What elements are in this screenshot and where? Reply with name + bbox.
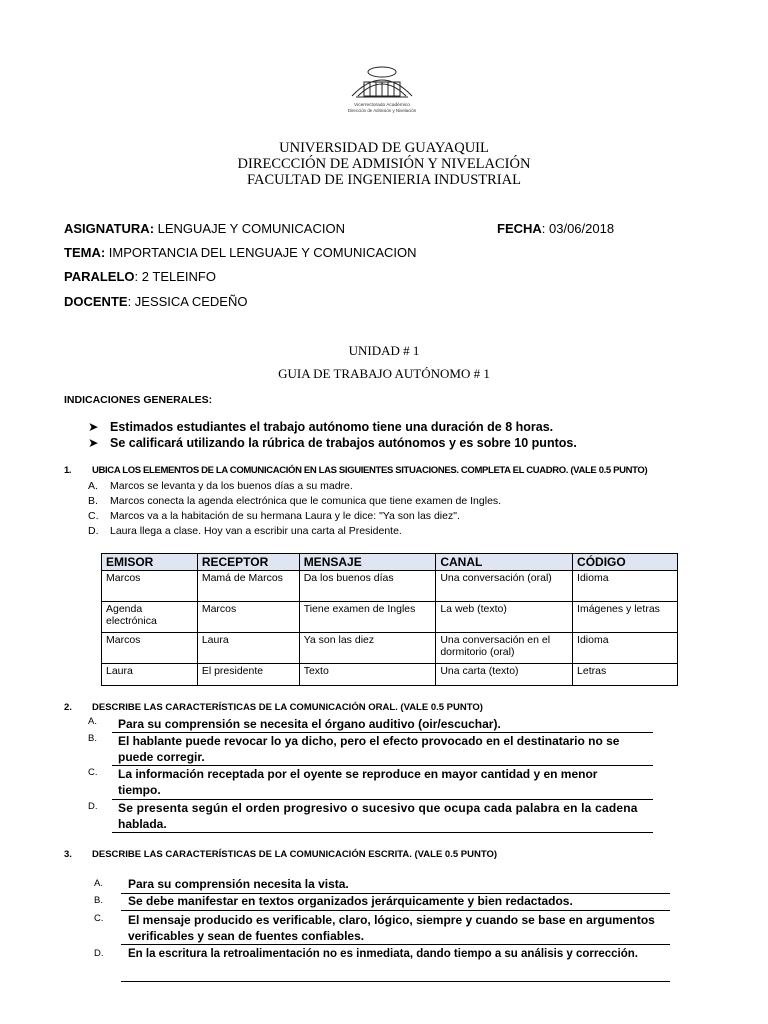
- item-letter: A.: [88, 716, 97, 727]
- q1-item: [88, 525, 402, 537]
- answer-underline: [121, 944, 670, 945]
- table-cell: Tiene examen de Ingles: [299, 602, 436, 633]
- tema-label: TEMA:: [64, 245, 106, 260]
- table-cell: Mamá de Marcos: [197, 571, 299, 602]
- column-header: CANAL: [436, 554, 573, 571]
- table-cell: La web (texto): [436, 602, 573, 633]
- q2-title: [64, 702, 483, 713]
- item-text: Marcos va a la habitación de su hermana Laura y le dice: "Ya son las diez".: [110, 510, 460, 522]
- answer-line: puede corregir.: [118, 750, 205, 764]
- table-cell: Laura: [197, 633, 299, 664]
- column-header: RECEPTOR: [197, 554, 299, 571]
- table-cell: Agenda electrónica: [102, 602, 198, 633]
- q1-item: [88, 510, 460, 522]
- field-fecha: [497, 221, 614, 236]
- q3-answer-b: [128, 893, 573, 909]
- header-faculty: FACULTAD DE INGENIERIA INDUSTRIAL: [247, 172, 521, 188]
- header-direction: DIRECCCIÓN DE ADMISIÓN Y NIVELACIÓN: [237, 156, 531, 172]
- item-text: Laura llega a clase. Hoy van a escribir una carta al Presidente.: [110, 525, 402, 537]
- answer-line: Se debe manifestar en textos organizados jerárquicamente y bien redactados.: [128, 894, 573, 908]
- table-cell: El presidente: [197, 664, 299, 686]
- table-cell: Laura: [102, 664, 198, 686]
- bullet-text: Estimados estudiantes el trabajo autónomo tiene una duración de 8 horas.: [110, 420, 554, 434]
- answer-line: La información receptada por el oyente se reproduce en mayor cantidad y en menor: [118, 767, 598, 781]
- item-text: Marcos conecta la agenda electrónica que le comunica que tiene examen de Ingles.: [110, 495, 502, 507]
- table-cell: Una carta (texto): [436, 664, 573, 686]
- q1-title: [64, 465, 647, 476]
- docente-label: DOCENTE: [64, 294, 128, 309]
- item-letter: D.: [88, 525, 99, 537]
- answer-line: tiempo.: [118, 783, 161, 797]
- field-paralelo: [64, 269, 216, 284]
- fecha-value: : 03/06/2018: [541, 221, 615, 236]
- table-cell: Texto: [299, 664, 436, 686]
- answer-line: El mensaje producido es verificable, claro, lógico, siempre y cuando se base en argumentos: [128, 913, 655, 927]
- answer-line: Para su comprensión se necesita el órgano auditivo (oir/escuchar).: [118, 717, 501, 731]
- item-letter: D.: [88, 801, 98, 812]
- item-letter: B.: [88, 733, 97, 744]
- q2-answer-d: [118, 800, 653, 832]
- fecha-label: FECHA: [497, 221, 542, 236]
- item-letter: C.: [88, 767, 98, 778]
- answer-line: El hablante puede revocar lo ya dicho, pero el efecto provocado en el destinatario no se: [118, 734, 620, 748]
- item-text: Marcos se levanta y da los buenos días a su madre.: [110, 480, 353, 492]
- bullet-item: [88, 435, 577, 450]
- field-asignatura: [64, 221, 345, 236]
- q3-answer-c: [128, 912, 655, 944]
- arrow-bullet-icon: ➤: [88, 436, 99, 450]
- q3-number: 3.: [64, 849, 72, 860]
- table-cell: Marcos: [102, 633, 198, 664]
- q3-answer-a: [128, 876, 349, 892]
- column-header: CÓDIGO: [573, 554, 678, 571]
- item-letter: C.: [88, 510, 99, 522]
- docente-value: : JESSICA CEDEÑO: [127, 294, 248, 309]
- q3-title-text: DESCRIBE LAS CARACTERÍSTICAS DE LA COMUNICACIÓN ESCRITA. (VALE 0.5 PUNTO): [92, 849, 498, 860]
- table-cell: Ya son las diez: [299, 633, 436, 664]
- q1-number: 1.: [64, 465, 72, 476]
- header-university: UNIVERSIDAD DE GUAYAQUIL: [279, 140, 489, 156]
- q2-answer-a: [118, 716, 501, 732]
- item-letter: D.: [94, 948, 104, 959]
- university-logo: [330, 60, 434, 120]
- answer-underline: [121, 910, 670, 911]
- item-letter: B.: [88, 495, 98, 507]
- bullet-item: [88, 419, 553, 434]
- table-row: [102, 633, 678, 664]
- field-tema: [64, 245, 417, 260]
- tema-value: IMPORTANCIA DEL LENGUAJE Y COMUNICACION: [105, 245, 417, 260]
- q1-item: [88, 480, 353, 492]
- q2-answer-b: [118, 733, 619, 765]
- communication-elements-table: [101, 553, 678, 686]
- arrow-bullet-icon: ➤: [88, 420, 99, 434]
- logo-text-2: Dirección de Admisión y Nivelación: [347, 108, 417, 113]
- answer-underline: [112, 832, 653, 833]
- table-cell: Marcos: [197, 602, 299, 633]
- paralelo-label: PARALELO: [64, 269, 135, 284]
- item-letter: B.: [94, 895, 103, 906]
- column-header: MENSAJE: [299, 554, 436, 571]
- table-cell: Letras: [573, 664, 678, 686]
- q2-title-text: DESCRIBE LAS CARACTERÍSTICAS DE LA COMUNICACIÓN ORAL. (VALE 0.5 PUNTO): [92, 702, 483, 713]
- item-letter: C.: [94, 913, 104, 924]
- table-cell: Imágenes y letras: [573, 602, 678, 633]
- q1-title-text: UBICA LOS ELEMENTOS DE LA COMUNICACIÓN EN LAS SIGUIENTES SITUACIONES. COMPLETA EL CUADRO. (VALE 0.5 PUNTO): [92, 465, 648, 476]
- table-cell: Marcos: [102, 571, 198, 602]
- table-cell: Da los buenos días: [299, 571, 436, 602]
- guia-title: GUIA DE TRABAJO AUTÓNOMO # 1: [278, 366, 490, 381]
- item-letter: A.: [94, 878, 103, 889]
- table-header-row: [102, 554, 678, 571]
- table-cell: Idioma: [573, 633, 678, 664]
- q2-answer-c: [118, 766, 597, 798]
- paralelo-value: : 2 TELEINFO: [134, 269, 216, 284]
- column-header: EMISOR: [102, 554, 198, 571]
- answer-line: En la escritura la retroalimentación no es inmediata, dando tiempo a su análisis y corrección.: [128, 948, 638, 960]
- asignatura-value: LENGUAJE Y COMUNICACION: [154, 221, 345, 236]
- table-cell: Una conversación en el dormitorio (oral): [436, 633, 573, 664]
- table-cell: Una conversación (oral): [436, 571, 573, 602]
- asignatura-label: ASIGNATURA:: [64, 221, 155, 236]
- answer-line: Se presenta según el orden progresivo o sucesivo que ocupa cada palabra en la cadena: [118, 801, 638, 815]
- q3-answer-d: [128, 946, 638, 962]
- answer-underline: [121, 981, 670, 982]
- unidad-title: UNIDAD # 1: [348, 343, 420, 358]
- q3-title: [64, 849, 497, 860]
- answer-line: Para su comprensión necesita la vista.: [128, 877, 349, 891]
- answer-line: hablada.: [118, 817, 167, 831]
- indicaciones-title: INDICACIONES GENERALES:: [64, 394, 213, 406]
- bullet-text: Se calificará utilizando la rúbrica de trabajos autónomos y es sobre 10 puntos.: [110, 436, 577, 450]
- table-row: [102, 664, 678, 686]
- answer-line: verificables y sean de fuentes confiables.: [128, 929, 365, 943]
- table-row: [102, 602, 678, 633]
- table-cell: Idioma: [573, 571, 678, 602]
- logo-text-1: Vicerrectorado Académico: [354, 103, 410, 108]
- field-docente: [64, 294, 247, 309]
- q1-item: [88, 495, 501, 507]
- q2-number: 2.: [64, 702, 72, 713]
- item-letter: A.: [88, 480, 98, 492]
- table-row: [102, 571, 678, 602]
